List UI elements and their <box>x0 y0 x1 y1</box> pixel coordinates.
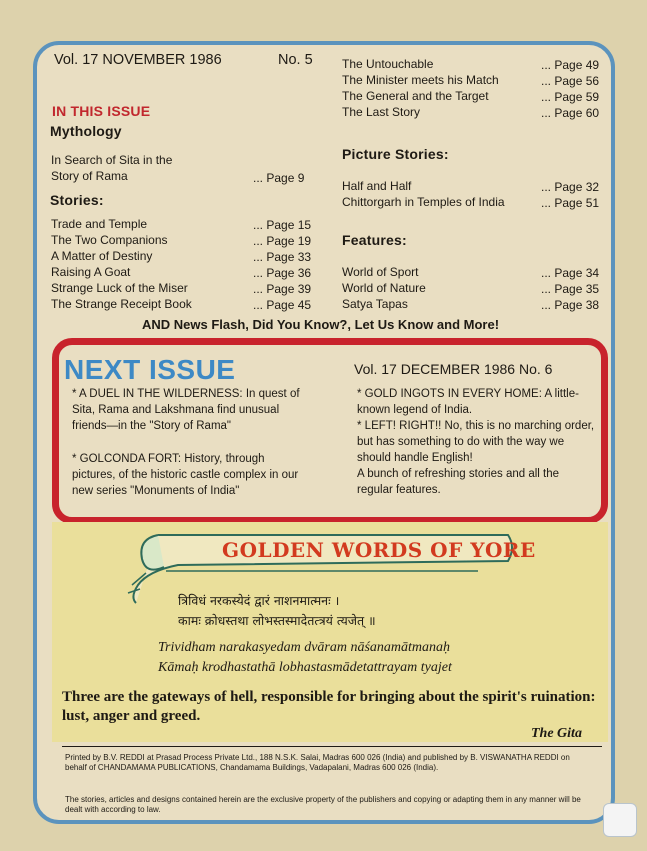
toc-page: ... Page 38 <box>541 298 600 312</box>
toc-item: Story of Rama <box>51 169 128 183</box>
sanskrit-line: कामः क्रोधस्तथा लोभस्तस्मादेतत्त्रयं त्यजेत् ॥ <box>178 613 376 628</box>
toc-item: Strange Luck of the Miser <box>51 281 188 295</box>
toc-item: The Last Story <box>342 105 421 119</box>
transliteration-line: Kāmaḥ krodhastathā lobhastasmādetattrayam tyajet <box>158 660 452 675</box>
issue-number: No. 5 <box>278 52 313 68</box>
section-features: Features: <box>342 232 407 248</box>
section-picture-stories: Picture Stories: <box>342 146 449 162</box>
toc-item: World of Sport <box>342 265 419 279</box>
toc-page: ... Page 15 <box>253 218 312 232</box>
toc-page: ... Page 60 <box>541 106 600 120</box>
toc-item: Chittorgarh in Temples of India <box>342 195 505 209</box>
next-issue-title: NEXT ISSUE <box>64 354 236 385</box>
toc-item: The General and the Target <box>342 89 489 103</box>
toc-item: Trade and Temple <box>51 217 148 231</box>
quote-source: The Gita <box>531 726 582 741</box>
toc-item: World of Nature <box>342 281 426 295</box>
toc-page: ... Page 19 <box>253 234 312 248</box>
footer-divider <box>62 746 602 747</box>
next-issue-item: * GOLCONDA FORT: History, through pictures, of the historic castle complex in our new series "Monuments of India" <box>72 453 299 497</box>
transliteration-line: Trividham narakasyedam dvāram nāśanamātmanaḥ <box>158 640 451 655</box>
next-issue-item: * A DUEL IN THE WILDERNESS: In quest of Sita, Rama and Lakshmana find unusual friends—in the "Story of Rama" <box>72 388 300 432</box>
section-mythology: Mythology <box>50 123 122 139</box>
toc-item: The Two Companions <box>51 233 168 247</box>
toc-item: The Minister meets his Match <box>342 73 499 87</box>
next-issue-item: A bunch of refreshing stories and all the regular features. <box>357 468 560 496</box>
toc-item: The Strange Receipt Book <box>51 297 192 311</box>
in-this-issue-heading: IN THIS ISSUE <box>52 103 151 119</box>
toc-page: ... Page 51 <box>541 196 600 210</box>
toc-page: ... Page 36 <box>253 266 312 280</box>
toc-page: ... Page 32 <box>541 180 600 194</box>
toc-page: ... Page 49 <box>541 58 600 72</box>
sanskrit-line: त्रिविधं नरकस्येदं द्वारं नाशनमात्मनः । <box>178 593 340 608</box>
toc-item: A Matter of Destiny <box>51 249 153 263</box>
footer-rights: The stories, articles and designs contained herein are the exclusive property of the publishers and copying or adapting them in any manner will be dealt with according to law. <box>65 795 581 814</box>
toc-page: ... Page 33 <box>253 250 312 264</box>
toc-item: Half and Half <box>342 179 412 193</box>
extras-line: AND News Flash, Did You Know?, Let Us Know and More! <box>142 317 500 332</box>
corner-stamp-icon <box>603 803 637 837</box>
issue-volume: Vol. 17 NOVEMBER 1986 <box>54 52 222 68</box>
footer-printed: Printed by B.V. REDDI at Prasad Process Private Ltd., 188 N.S.K. Salai, Madras 600 026 (India) and published by B. VISWANATHA REDDI on behalf of CHANDAMAMA PUBLICATIONS, Chandamama Buildings, Vadapalani, Madras 600 026 (India). <box>65 753 570 772</box>
next-issue-item: * LEFT! RIGHT!! No, this is no marching order, but has something to do with the way we should handle English! <box>357 420 595 464</box>
toc-page: ... Page 35 <box>541 282 600 296</box>
toc-page: ... Page 34 <box>541 266 600 280</box>
toc-item: Satya Tapas <box>342 297 408 311</box>
next-issue-volume: Vol. 17 DECEMBER 1986 No. 6 <box>354 361 553 377</box>
toc-page: ... Page 59 <box>541 90 600 104</box>
toc-item: In Search of Sita in the <box>51 153 173 167</box>
toc-page: ... Page 56 <box>541 74 600 88</box>
toc-item: Raising A Goat <box>51 265 131 279</box>
toc-item: The Untouchable <box>342 57 434 71</box>
toc-page: ... Page 45 <box>253 298 312 312</box>
toc-page: ... Page 39 <box>253 282 312 296</box>
toc-page: ... Page 9 <box>253 171 305 185</box>
next-issue-item: * GOLD INGOTS IN EVERY HOME: A little-known legend of India. <box>357 388 579 416</box>
meaning-text: Three are the gateways of hell, responsible for bringing about the spirit's ruination: lust, anger and greed. <box>62 689 596 724</box>
golden-words-banner: GOLDEN WORDS OF YORE <box>222 538 536 562</box>
section-stories: Stories: <box>50 192 104 208</box>
